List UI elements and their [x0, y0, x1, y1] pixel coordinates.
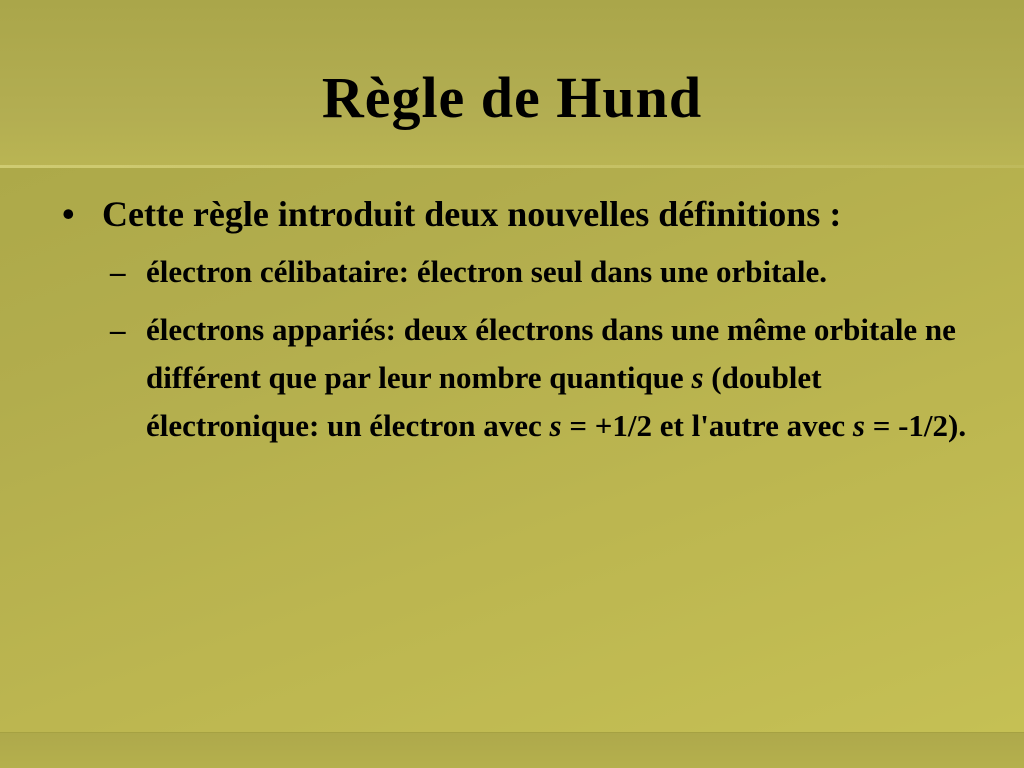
sub-bullet-text: électron célibataire: électron seul dans une orbitale. [146, 254, 828, 289]
text-part: électrons appariés: deux électrons dans une même orbitale ne différent que par leur nombre quantique [146, 312, 956, 395]
text-part: = -1/2). [864, 408, 967, 443]
spin-symbol: s [852, 408, 865, 443]
sub-bullet-list [56, 248, 986, 450]
text-part: = +1/2 et l'autre avec [561, 408, 853, 443]
slide-title: Règle de Hund [321, 65, 703, 130]
sub-bullet-electrons-apparies [102, 306, 986, 450]
dash-marker: – [110, 312, 126, 347]
sub-bullet-electron-celibataire [102, 248, 986, 296]
sub-bullet-text [146, 312, 966, 443]
footer-band [0, 732, 1024, 768]
bullet-item-definitions [56, 188, 986, 240]
bullet-text: Cette règle introduit deux nouvelles définitions : [102, 194, 842, 234]
text-part: (doublet électronique: un électron avec [146, 360, 822, 443]
spin-symbol: s [549, 408, 562, 443]
spin-symbol: s [691, 360, 704, 395]
slide-content [56, 188, 986, 460]
dash-marker: – [110, 254, 126, 289]
bullet-marker: • [62, 194, 75, 234]
